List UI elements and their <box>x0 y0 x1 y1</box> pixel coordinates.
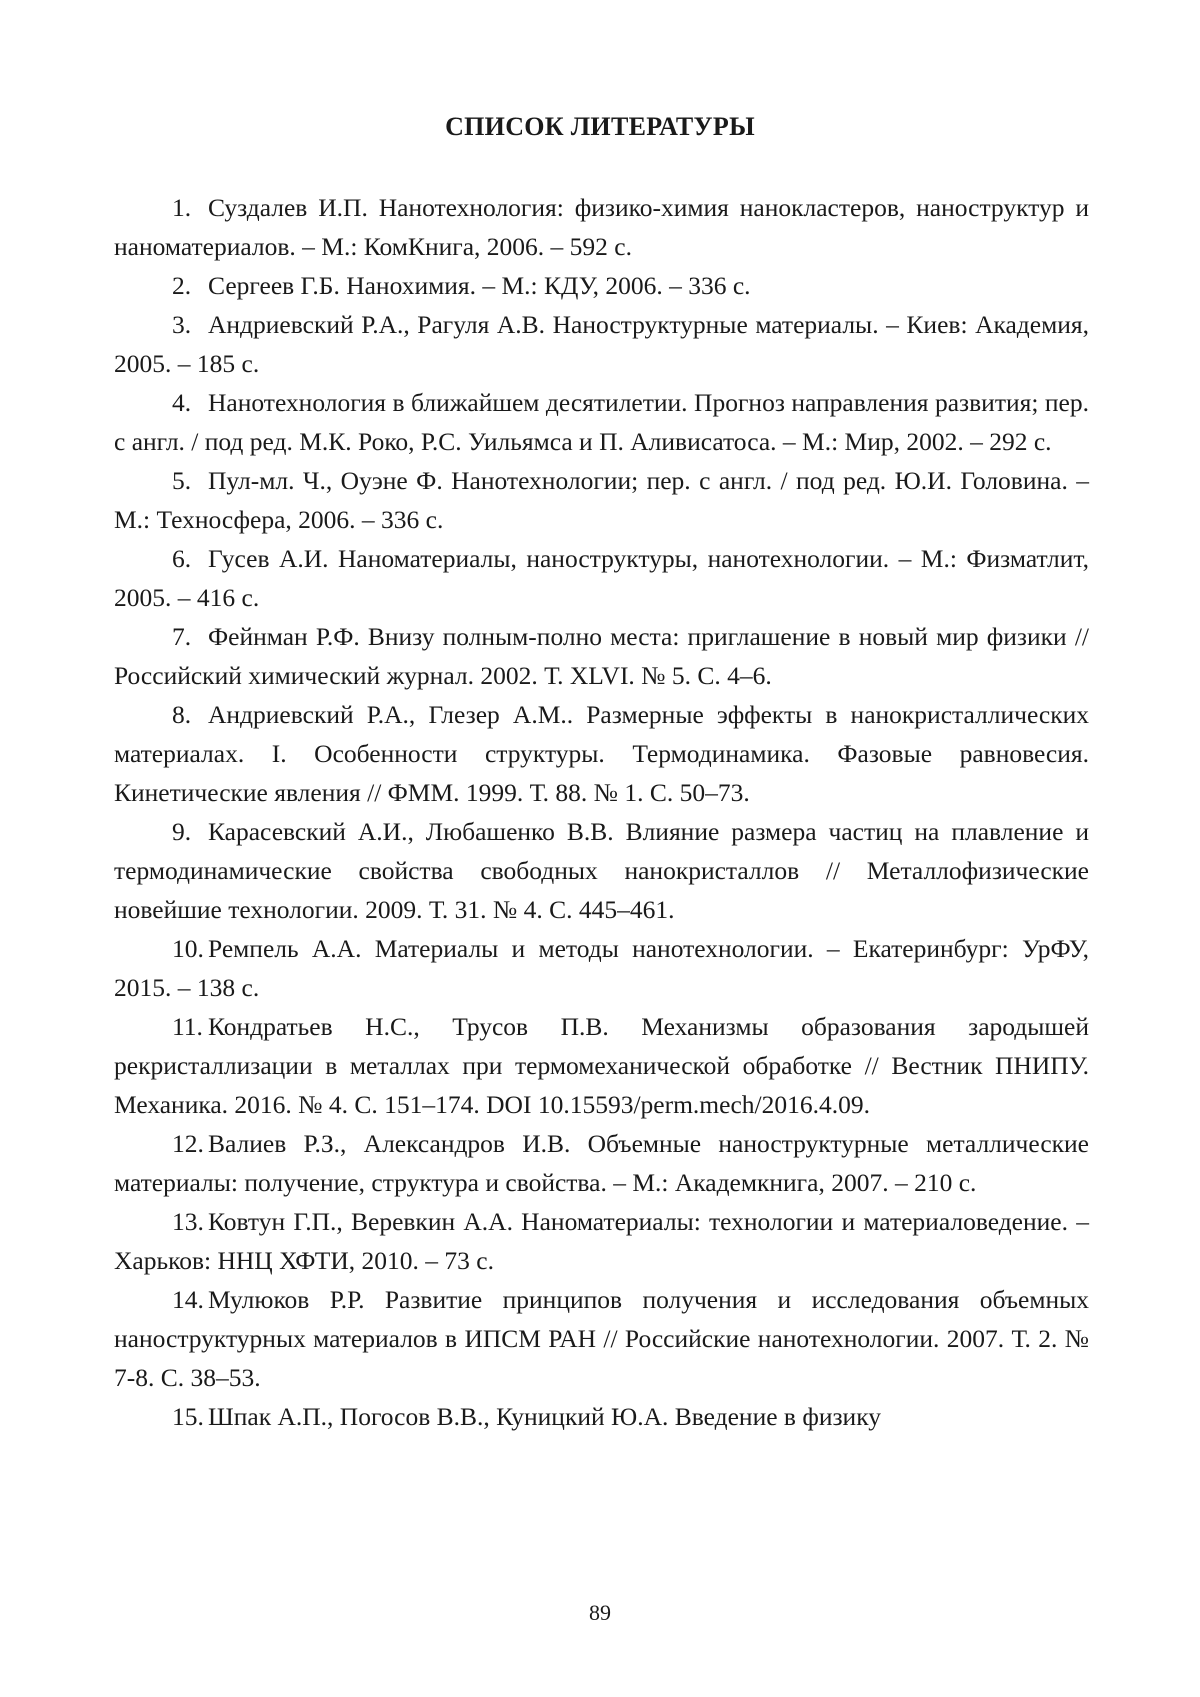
reference-number: 7. <box>172 622 192 651</box>
page-title: СПИСОК ЛИТЕРАТУРЫ <box>445 112 755 141</box>
reference-item <box>114 305 1089 383</box>
reference-text: Андриевский Р.А., Рагуля А.В. Наноструктурные материалы. – Киев: Академия, 2005. – 185 с. <box>114 310 1089 378</box>
reference-text: Карасевский А.И., Любашенко В.В. Влияние размера частиц на плавление и термодинамические свойства свободных нанокристаллов // Металлофизические новейшие технологии. 2009. Т. 31. № 4. С. 445–461. <box>114 817 1089 924</box>
reference-item <box>114 929 1089 1007</box>
reference-text: Ковтун Г.П., Веревкин А.А. Наноматериалы: технологии и материаловедение. – Харьков: ННЦ ХФТИ, 2010. – 73 с. <box>114 1207 1089 1275</box>
reference-number: 11. <box>172 1012 203 1041</box>
reference-number: 15. <box>172 1402 204 1431</box>
reference-text: Андриевский Р.А., Глезер А.М.. Размерные эффекты в нанокристаллических материалах. I. Особенности структуры. Термодинамика. Фазовые равновесия. Кинетические явления // ФММ. 1999. Т. 88. № 1. С. 50–73. <box>114 700 1089 807</box>
reference-number: 12. <box>172 1129 204 1158</box>
reference-text: Кондратьев Н.С., Трусов П.В. Механизмы образования зародышей рекристаллизации в металлах при термомеханической обработке // Вестник ПНИПУ. Механика. 2016. № 4. С. 151–174. DOI 10.15593/perm.mech/2016.4.09. <box>114 1012 1089 1119</box>
reference-text: Сергеев Г.Б. Нанохимия. – М.: КДУ, 2006. – 336 с. <box>208 271 751 300</box>
reference-item <box>114 1280 1089 1397</box>
reference-item <box>114 266 1089 305</box>
reference-item <box>114 812 1089 929</box>
reference-item <box>114 617 1089 695</box>
reference-number: 1. <box>172 193 192 222</box>
reference-text: Нанотехнология в ближайшем десятилетии. Прогноз направления развития; пер. с англ. / под ред. М.К. Роко, Р.С. Уильямса и П. Аливисатоса. – М.: Мир, 2002. – 292 с. <box>114 388 1089 456</box>
reference-number: 8. <box>172 700 192 729</box>
reference-item <box>114 1202 1089 1280</box>
reference-item <box>114 695 1089 812</box>
reference-number: 6. <box>172 544 192 573</box>
reference-text: Пул-мл. Ч., Оуэне Ф. Нанотехнологии; пер. с англ. / под ред. Ю.И. Головина. – М.: Техносфера, 2006. – 336 с. <box>114 466 1089 534</box>
reference-text: Шпак А.П., Погосов В.В., Куницкий Ю.А. Введение в физику <box>208 1402 881 1431</box>
reference-item <box>114 1007 1089 1124</box>
page-number: 89 <box>589 1600 611 1625</box>
reference-number: 4. <box>172 388 192 417</box>
reference-item <box>114 1397 1089 1436</box>
reference-number: 14. <box>172 1285 204 1314</box>
reference-text: Мулюков Р.Р. Развитие принципов получения и исследования объемных наноструктурных материалов в ИПСМ РАН // Российские нанотехнологии. 2007. Т. 2. № 7-8. С. 38–53. <box>114 1285 1089 1392</box>
reference-text: Гусев А.И. Наноматериалы, наноструктуры, нанотехнологии. – М.: Физматлит, 2005. – 416 с. <box>114 544 1089 612</box>
reference-number: 5. <box>172 466 192 495</box>
reference-item <box>114 461 1089 539</box>
reference-number: 10. <box>172 934 204 963</box>
reference-item <box>114 539 1089 617</box>
reference-number: 3. <box>172 310 192 339</box>
reference-item <box>114 383 1089 461</box>
reference-text: Ремпель А.А. Материалы и методы нанотехнологии. – Екатеринбург: УрФУ, 2015. – 138 с. <box>114 934 1089 1002</box>
reference-number: 2. <box>172 271 192 300</box>
reference-number: 13. <box>172 1207 204 1236</box>
reference-text: Суздалев И.П. Нанотехнология: физико-химия нанокластеров, наноструктур и наноматериалов. – М.: КомКнига, 2006. – 592 с. <box>114 193 1089 261</box>
reference-text: Фейнман Р.Ф. Внизу полным-полно места: приглашение в новый мир физики // Российский химический журнал. 2002. Т. XLVI. № 5. С. 4–6. <box>114 622 1089 690</box>
reference-number: 9. <box>172 817 192 846</box>
reference-text: Валиев Р.З., Александров И.В. Объемные наноструктурные металлические материалы: получение, структура и свойства. – М.: Академкнига, 2007. – 210 с. <box>114 1129 1089 1197</box>
reference-item <box>114 188 1089 266</box>
reference-list <box>114 188 1089 1436</box>
reference-item <box>114 1124 1089 1202</box>
